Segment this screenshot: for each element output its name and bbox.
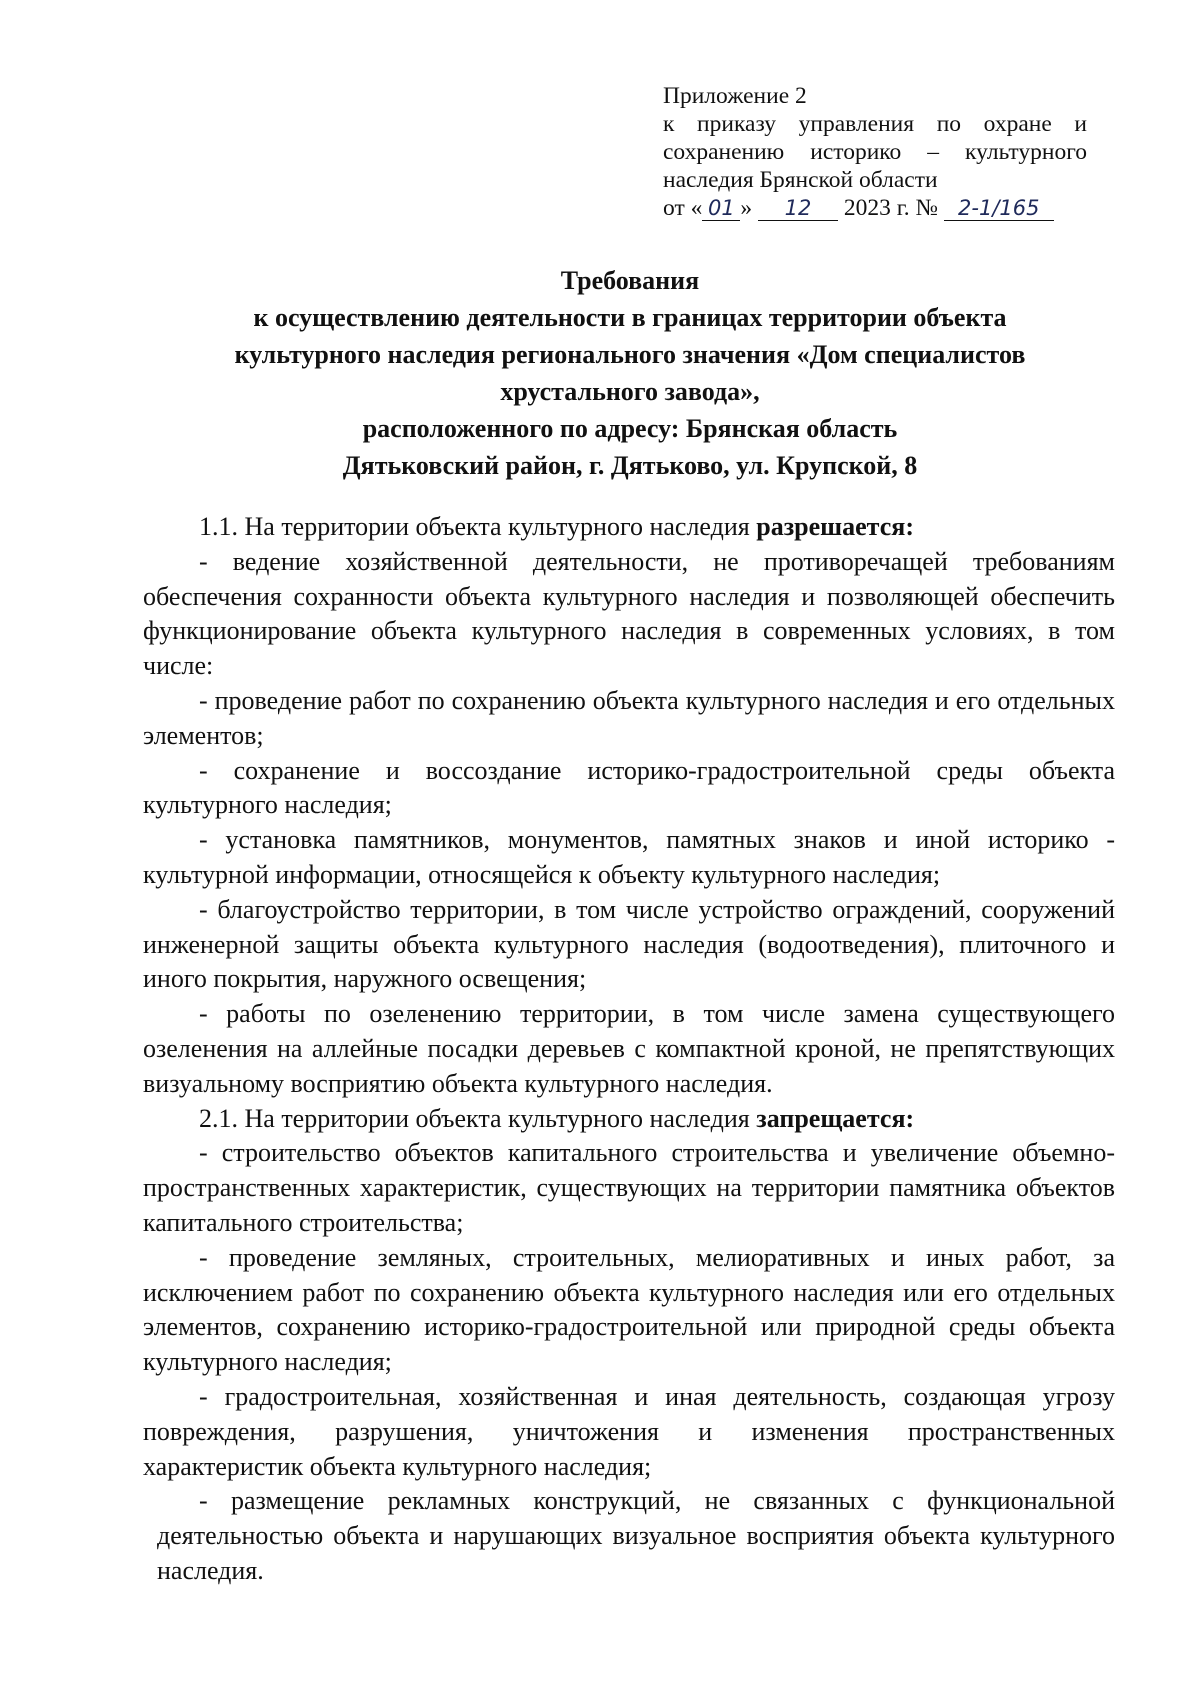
section-2-item: - проведение земляных, строительных, мелиоративных и иных работ, за исключением работ по сохранению объекта культурного наследия или его отдельных элементов, сохранению историко-градостроительной или природной среды объекта культурного наследия;	[143, 1242, 1115, 1377]
section-2-item: - строительство объектов капитального строительства и увеличение объемно-пространственных характеристик, существующих на территории памятника объектов капитального строительства;	[143, 1138, 1115, 1237]
section-2-keyword: запрещается:	[756, 1103, 915, 1133]
title-line-3: культурного наследия регионального значения «Дом специалистов	[234, 340, 1026, 369]
title-line-6: Дятьковский район, г. Дятьково, ул. Крупской, 8	[342, 451, 918, 480]
document-number-handwritten: 2-1/165	[944, 196, 1054, 221]
section-1-heading: 1.1. На территории объекта культурного наследия разрешается:	[199, 512, 915, 541]
title-line-2: к осуществлению деятельности в границах территории объекта	[253, 303, 1007, 332]
title-line-4: хрустального завода»,	[500, 377, 760, 406]
appendix-block	[663, 82, 1087, 222]
section-1-item: - проведение работ по сохранению объекта культурного наследия и его отдельных элементов;	[143, 685, 1115, 750]
section-2-item: - размещение рекламных конструкций, не связанных с функциональной деятельностью объекта и нарушающих визуальное восприятия объекта культурного наследия.	[157, 1486, 1115, 1585]
appendix-line-3: наследия Брянской области	[663, 167, 938, 193]
appendix-line-2: сохранению историко – культурного	[663, 139, 1087, 165]
document-body	[143, 510, 1115, 1589]
section-1-item: - благоустройство территории, в том числе устройство ограждений, сооружений инженерной защиты объекта культурного наследия (водоотведения), плиточного и иного покрытия, наружного освещения;	[143, 894, 1115, 994]
section-1-item: - ведение хозяйственной деятельности, не противоречащей требованиям обеспечения сохранности объекта культурного наследия и позволяющей обеспечить функционирование объекта культурного наследия в современных условиях, в том числе:	[143, 546, 1115, 681]
date-month-handwritten: 12	[758, 196, 838, 221]
date-prefix: от «	[663, 195, 703, 221]
section-1-item: - сохранение и воссоздание историко-градостроительной среды объекта культурного наследия;	[143, 755, 1115, 820]
date-separator: »	[740, 195, 753, 221]
section-1-item: - установка памятников, монументов, памятных знаков и иной историко - культурной информации, относящейся к объекту культурного наследия;	[143, 825, 1115, 889]
date-day-handwritten: 01	[702, 196, 740, 221]
section-1-keyword: разрешается:	[756, 512, 915, 541]
title-line-5: расположенного по адресу: Брянская область	[362, 414, 898, 443]
appendix-title: Приложение 2	[663, 83, 807, 109]
appendix-line-1: к приказу управления по охране и	[663, 111, 1087, 137]
document-title	[150, 262, 1110, 484]
title-line-1: Требования	[560, 266, 700, 295]
section-1-item: - работы по озеленению территории, в том числе замена существующего озеленения на аллейные посадки деревьев с компактной кроной, не препятствующих визуальному восприятию объекта культурного наследия.	[143, 999, 1115, 1098]
appendix-date-line	[663, 194, 1087, 222]
section-2-heading: 2.1. На территории объекта культурного наследия запрещается:	[199, 1103, 915, 1133]
section-2-item: - градостроительная, хозяйственная и иная деятельность, создающая угрозу повреждения, разрушения, уничтожения и изменения пространственных характеристик объекта культурного наследия;	[143, 1381, 1115, 1481]
date-year: 2023 г. №	[843, 195, 938, 221]
